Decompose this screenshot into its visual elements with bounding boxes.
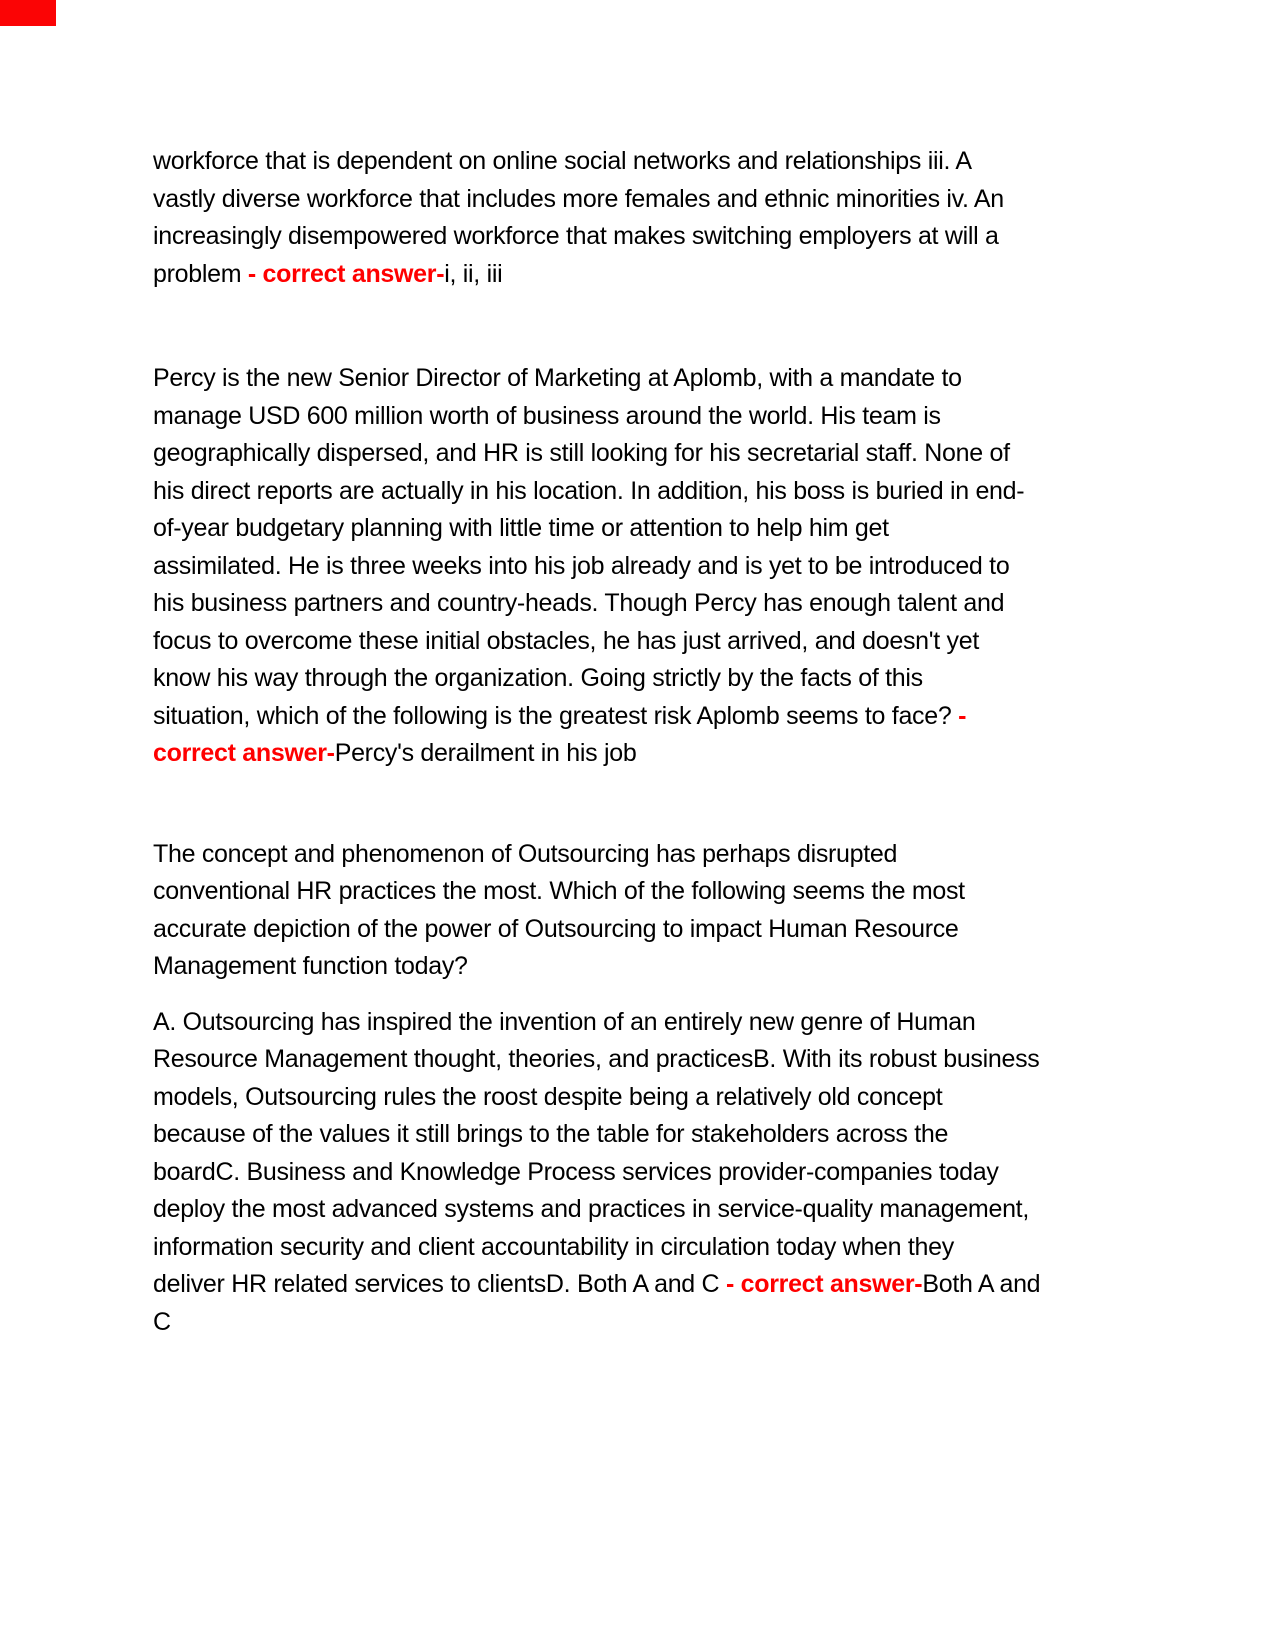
text-line [153,256,1143,294]
document-content [153,143,1143,1341]
text-line [153,548,1143,586]
text-line [153,398,1143,436]
correct-answer-text: correct answer- [153,739,335,767]
text-run: his business partners and country-heads. Though Percy has enough talent and [153,589,1005,617]
correct-answer-text: - [958,701,967,730]
text-line [153,1191,1143,1229]
text-run: accurate depiction of the power of Outsourcing to impact Human Resource [153,914,959,943]
text-run: deliver HR related services to clientsD. Both A and C [153,1270,726,1298]
text-line [153,1079,1143,1117]
text-run: Both A and [922,1270,1041,1298]
text-line [153,473,1143,511]
correct-answer-text: - correct answer- [247,259,445,288]
text-run: focus to overcome these initial obstacles, he has just arrived, and doesn't yet [153,626,979,655]
text-run: C [153,1307,171,1336]
text-line [153,1041,1143,1079]
text-line [153,1004,1143,1042]
text-run: models, Outsourcing rules the roost despite being a relatively old concept [153,1082,943,1111]
paragraph [153,836,1143,986]
text-run: A. Outsourcing has inspired the invention of an entirely new genre of Human [153,1007,976,1036]
text-run: deploy the most advanced systems and practices in service-quality management, [153,1195,1029,1223]
text-line [153,1116,1143,1154]
text-line [153,836,1143,874]
text-run: because of the values it still brings to the table for stakeholders across the [153,1120,949,1148]
text-run: problem [153,259,248,288]
text-run: Resource Management thought, theories, and practicesB. With its robust business [153,1045,1040,1073]
text-run: Percy's derailment in his job [334,739,637,767]
red-corner-marker [0,0,56,26]
text-line [153,360,1143,398]
text-run: Management function today? [153,952,468,980]
paragraph [153,1004,1143,1342]
text-run: his direct reports are actually in his location. In addition, his boss is buried in end- [153,476,1025,505]
text-line [153,1154,1143,1192]
text-run: know his way through the organization. Going strictly by the facts of this [153,664,923,692]
correct-answer-text: - correct answer- [725,1270,923,1298]
text-line [153,698,1143,736]
text-line [153,660,1143,698]
text-line [153,510,1143,548]
text-run: The concept and phenomenon of Outsourcing has perhaps disrupted [153,839,898,868]
text-run: vastly diverse workforce that includes more females and ethnic minorities iv. An [153,184,1004,213]
text-run: workforce that is dependent on online social networks and relationships iii. A [153,147,972,175]
text-run: assimilated. He is three weeks into his job already and is yet to be introduced to [153,551,1010,580]
text-line [153,911,1143,949]
text-line [153,585,1143,623]
text-run: situation, which of the following is the greatest risk Aplomb seems to face? [153,701,959,730]
text-run: conventional HR practices the most. Which of the following seems the most [153,877,965,905]
text-run: Percy is the new Senior Director of Marketing at Aplomb, with a mandate to [153,364,962,392]
text-run: increasingly disempowered workforce that makes switching employers at will a [153,222,999,250]
text-line [153,735,1143,773]
text-line [153,218,1143,256]
text-run: information security and client accountability in circulation today when they [153,1232,954,1261]
text-line [153,1266,1143,1304]
text-line [153,143,1143,181]
text-line [153,948,1143,986]
text-line [153,181,1143,219]
text-run: of-year budgetary planning with little time or attention to help him get [153,514,889,542]
text-line [153,1229,1143,1267]
paragraph [153,360,1143,773]
text-run: i, ii, iii [444,259,503,288]
text-line [153,435,1143,473]
text-run: geographically dispersed, and HR is still looking for his secretarial staff. None of [153,439,1010,467]
text-line [153,623,1143,661]
text-run: boardC. Business and Knowledge Process services provider-companies today [153,1157,999,1186]
text-run: manage USD 600 million worth of business around the world. His team is [153,401,941,430]
text-line [153,873,1143,911]
text-line [153,1304,1143,1342]
paragraph [153,143,1143,293]
